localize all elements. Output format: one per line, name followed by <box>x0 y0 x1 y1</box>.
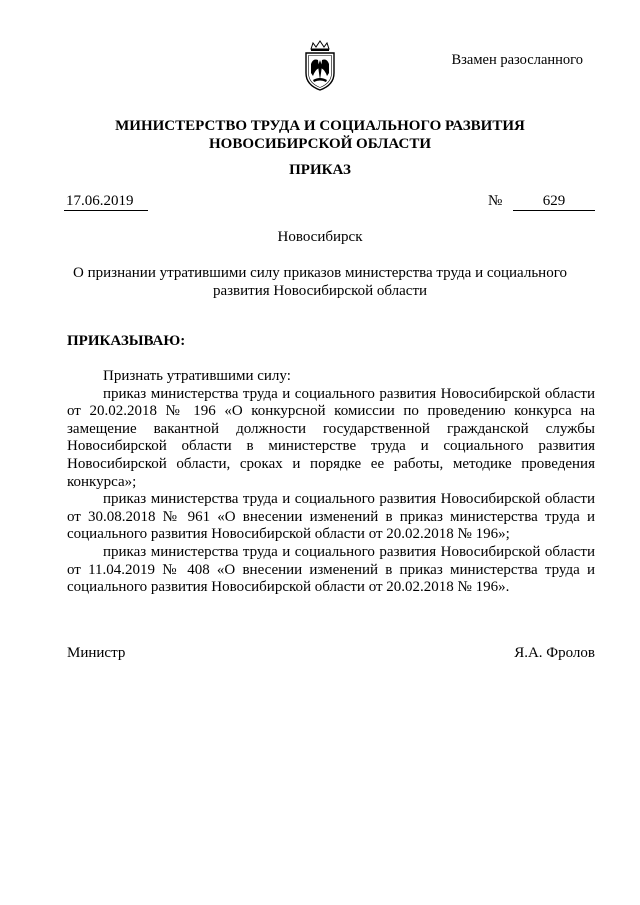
order-body <box>67 368 595 597</box>
document-date: 17.06.2019 <box>64 193 148 211</box>
document-type: ПРИКАЗ <box>289 162 351 178</box>
coat-of-arms-icon <box>299 40 341 92</box>
signatory-name: Я.А. Фролов <box>514 645 595 661</box>
ministry-header <box>0 117 640 153</box>
body-paragraph: Признать утратившими силу: <box>103 368 291 384</box>
city: Новосибирск <box>277 229 363 245</box>
body-paragraph: приказ министерства труда и социального развития Новосибирской области от 20.02.2018 № 196 «О конкурсной комиссии по проведению конкурса на замещение вакантной должности государственной гражданской службы Новосибирской области в министерстве труда и социального развития Новосибирской области, сроках и порядке ее работы, методике проведения конкурса»; <box>67 385 595 490</box>
number-label: № <box>488 193 503 209</box>
document-number: 629 <box>513 193 595 211</box>
document-subject: О признании утратившими силу приказов министерства труда и социального развития Новосибирской области <box>73 265 567 299</box>
replacement-note: Взамен разосланного <box>451 52 583 68</box>
ministry-name-line-2: НОВОСИБИРСКОЙ ОБЛАСТИ <box>208 136 432 152</box>
order-directive: ПРИКАЗЫВАЮ: <box>67 333 186 349</box>
body-paragraph: приказ министерства труда и социального развития Новосибирской области от 11.04.2019 № 408 «О внесении изменений в приказ министерства труда и социального развития Новосибирской области от 20.02.2018 № 196». <box>67 543 595 596</box>
ministry-name-line-1: МИНИСТЕРСТВО ТРУДА И СОЦИАЛЬНОГО РАЗВИТИЯ <box>115 118 525 134</box>
body-paragraph: приказ министерства труда и социального развития Новосибирской области от 30.08.2018 № 961 «О внесении изменений в приказ министерства труда и социального развития Новосибирской области от 20.02.2018 № 196»; <box>67 491 595 543</box>
signatory-title: Министр <box>67 645 126 661</box>
